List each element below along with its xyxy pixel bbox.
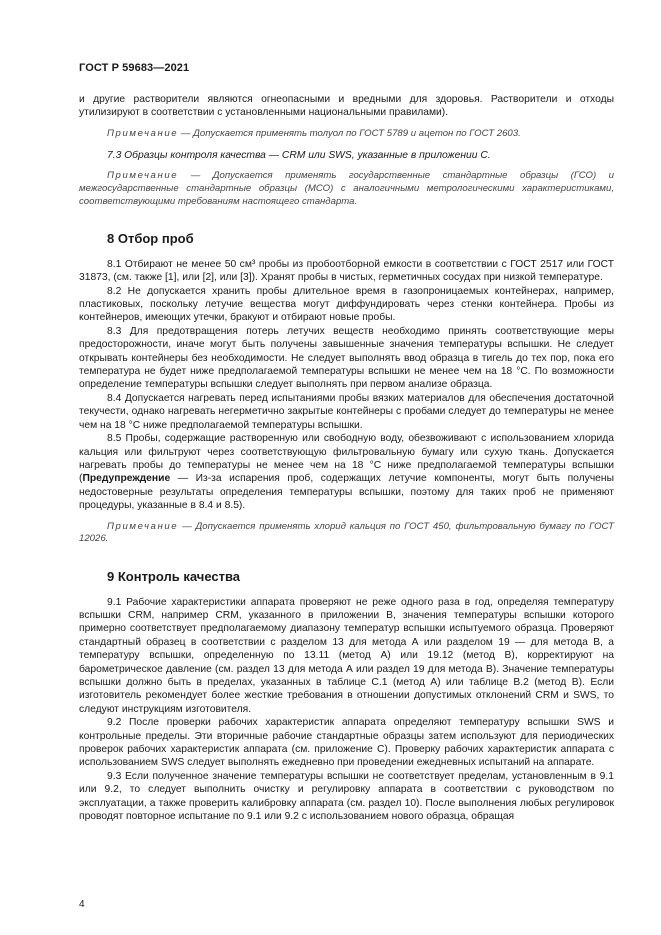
page-body	[79, 93, 614, 823]
paragraph-8-1: 8.1 Отбирают не менее 50 см³ пробы из пробоотборной емкости в соответствии с ГОСТ 2517 или ГОСТ 31873, (см. также [1], или [2], или [3]). Хранят пробы в чистых, герметичных сосудах при низкой температуре.	[79, 258, 614, 284]
paragraph-8-3: 8.3 Для предотвращения потерь летучих веществ необходимо принять соответствующие меры предосторожности, иначе могут быть получены завышенные значения температуры вспышки. Не следует открывать контейнеры без необходимости. Не следует выполнять ввод образца в тигель до тех пор, пока его температура не будет ниже предполагаемой температуры вспышки не менее чем на 18 °С. По возможности определение температуры вспышки следует выполнять при первом анализе образца.	[79, 325, 614, 391]
note-7-3	[79, 170, 614, 208]
section-8-heading: 8 Отбор проб	[107, 231, 194, 247]
note-text: — Допускается применять хлорид кальция по ГОСТ 450, фильтровальную бумагу по ГОСТ 12026.	[79, 520, 614, 545]
note-7-2	[79, 128, 614, 141]
paragraph-9-3: 9.3 Если полученное значение температуры вспышки не соответствует пределам, установленным в 9.1 или 9.2, то следует выполнить очистку и регулировку аппарата в соответствии с руководством по эксплуатации, а также проверить калибровку аппарата (см. раздел 10). После выполнения любых регулировок проводят повторное испытание по 9.1 или 9.2 с использованием нового образца, обращая	[79, 770, 614, 823]
warning-label: Предупреждение	[82, 473, 171, 485]
paragraph-7-3: 7.3 Образцы контроля качества — CRM или SWS, указанные в приложении С.	[107, 149, 491, 161]
note-label: Примечание	[107, 127, 179, 139]
note-label: Примечание	[107, 170, 179, 182]
section-9-heading: 9 Контроль качества	[107, 569, 241, 585]
paragraph-9-1: 9.1 Рабочие характеристики аппарата проверяют не реже одного раза в год, определяя температуру вспышки CRM, например CRM, указанного в приложении В, значения температуры вспышки которого примерно соответствует предполагаемому диапазону температур вспышки испытуемого образца. Проверяют стандартный образец в соответствии с разделом 13 для метода А или разделом 19 — для метода В, а температуру вспышки, определенную по 13.11 (метод А) или 19.12 (метод В), корректируют на барометрическое давление (см. раздел 13 для метода А или раздел 19 для метода В). Значение температуры вспышки должно быть в пределах, указанных в таблице С.1 (метод А) или таблице В.2 (метод В). Если изготовитель рекомендует более жесткие требования в отношении допустимых отклонений CRM и SWS, то следуют инструкциям изготовителя.	[79, 596, 614, 715]
note-text: — Допускается применять толуол по ГОСТ 5789 и ацетон по ГОСТ 2603.	[178, 127, 521, 139]
paragraph-8-5-text: 8.5 Пробы, содержащие растворенную или свободную воду, обезвоживают с использованием хлорида кальция или фильтруют через соответствующую фильтровальную бумагу или сухую ткань. Допускается нагревать пробы до температуры не менее чем на 18 °С ниже предполагаемой температуры вспышки (	[79, 433, 614, 485]
note-text: — Допускается применять государственные стандартные образцы (ГСО) и межгосударственные стандартные образцы (МСО) с аналогичными метрологическими характеристиками, соответствующими требованиям настоящего стандарта.	[79, 170, 614, 207]
paragraph-8-2: 8.2 Не допускается хранить пробы длительное время в газопроницаемых контейнерах, например, пластиковых, поскольку летучие вещества могут диффундировать через стенки контейнера. Пробы из контейнеров, имеющих утечки, бракуют и отбирают новые пробы.	[79, 285, 614, 324]
page-number: 4	[79, 899, 85, 910]
paragraph-8-4: 8.4 Допускается нагревать перед испытаниями пробы вязких материалов для обеспечения достаточной текучести, однако нагревать негерметично закрытые контейнеры с пробами следует до температуры не менее чем на 18 °С ниже предполагаемой температуры вспышки.	[79, 392, 614, 431]
paragraph-9-2: 9.2 После проверки рабочих характеристик аппарата определяют температуру вспышки SWS и контрольные пределы. Эти вторичные рабочие стандартные образцы затем используют для периодических проверок рабочих характеристик аппарата (см. приложение С). Проверку рабочих характеристик аппарата с использованием SWS следует выполнять ежедневно при проведении ежедневных испытаний на аппарате.	[79, 717, 614, 769]
intro-paragraph: и другие растворители являются огнеопасными и вредными для здоровья. Растворители и отходы утилизируют в соответствии с установленными национальными правилами).	[79, 94, 614, 119]
paragraph-8-5-text-cont: — Из-за испарения проб, содержащих летучие компоненты, могут быть получены недостоверные результаты определения температуры вспышки, поэтому для таких проб не применяют процедуры, указанные в 8.4 и 8.5).	[79, 473, 614, 512]
document-header: ГОСТ Р 59683—2021	[79, 62, 190, 74]
paragraph-8-5	[79, 432, 614, 512]
note-8-5	[79, 521, 614, 547]
note-label: Примечание	[107, 520, 179, 532]
